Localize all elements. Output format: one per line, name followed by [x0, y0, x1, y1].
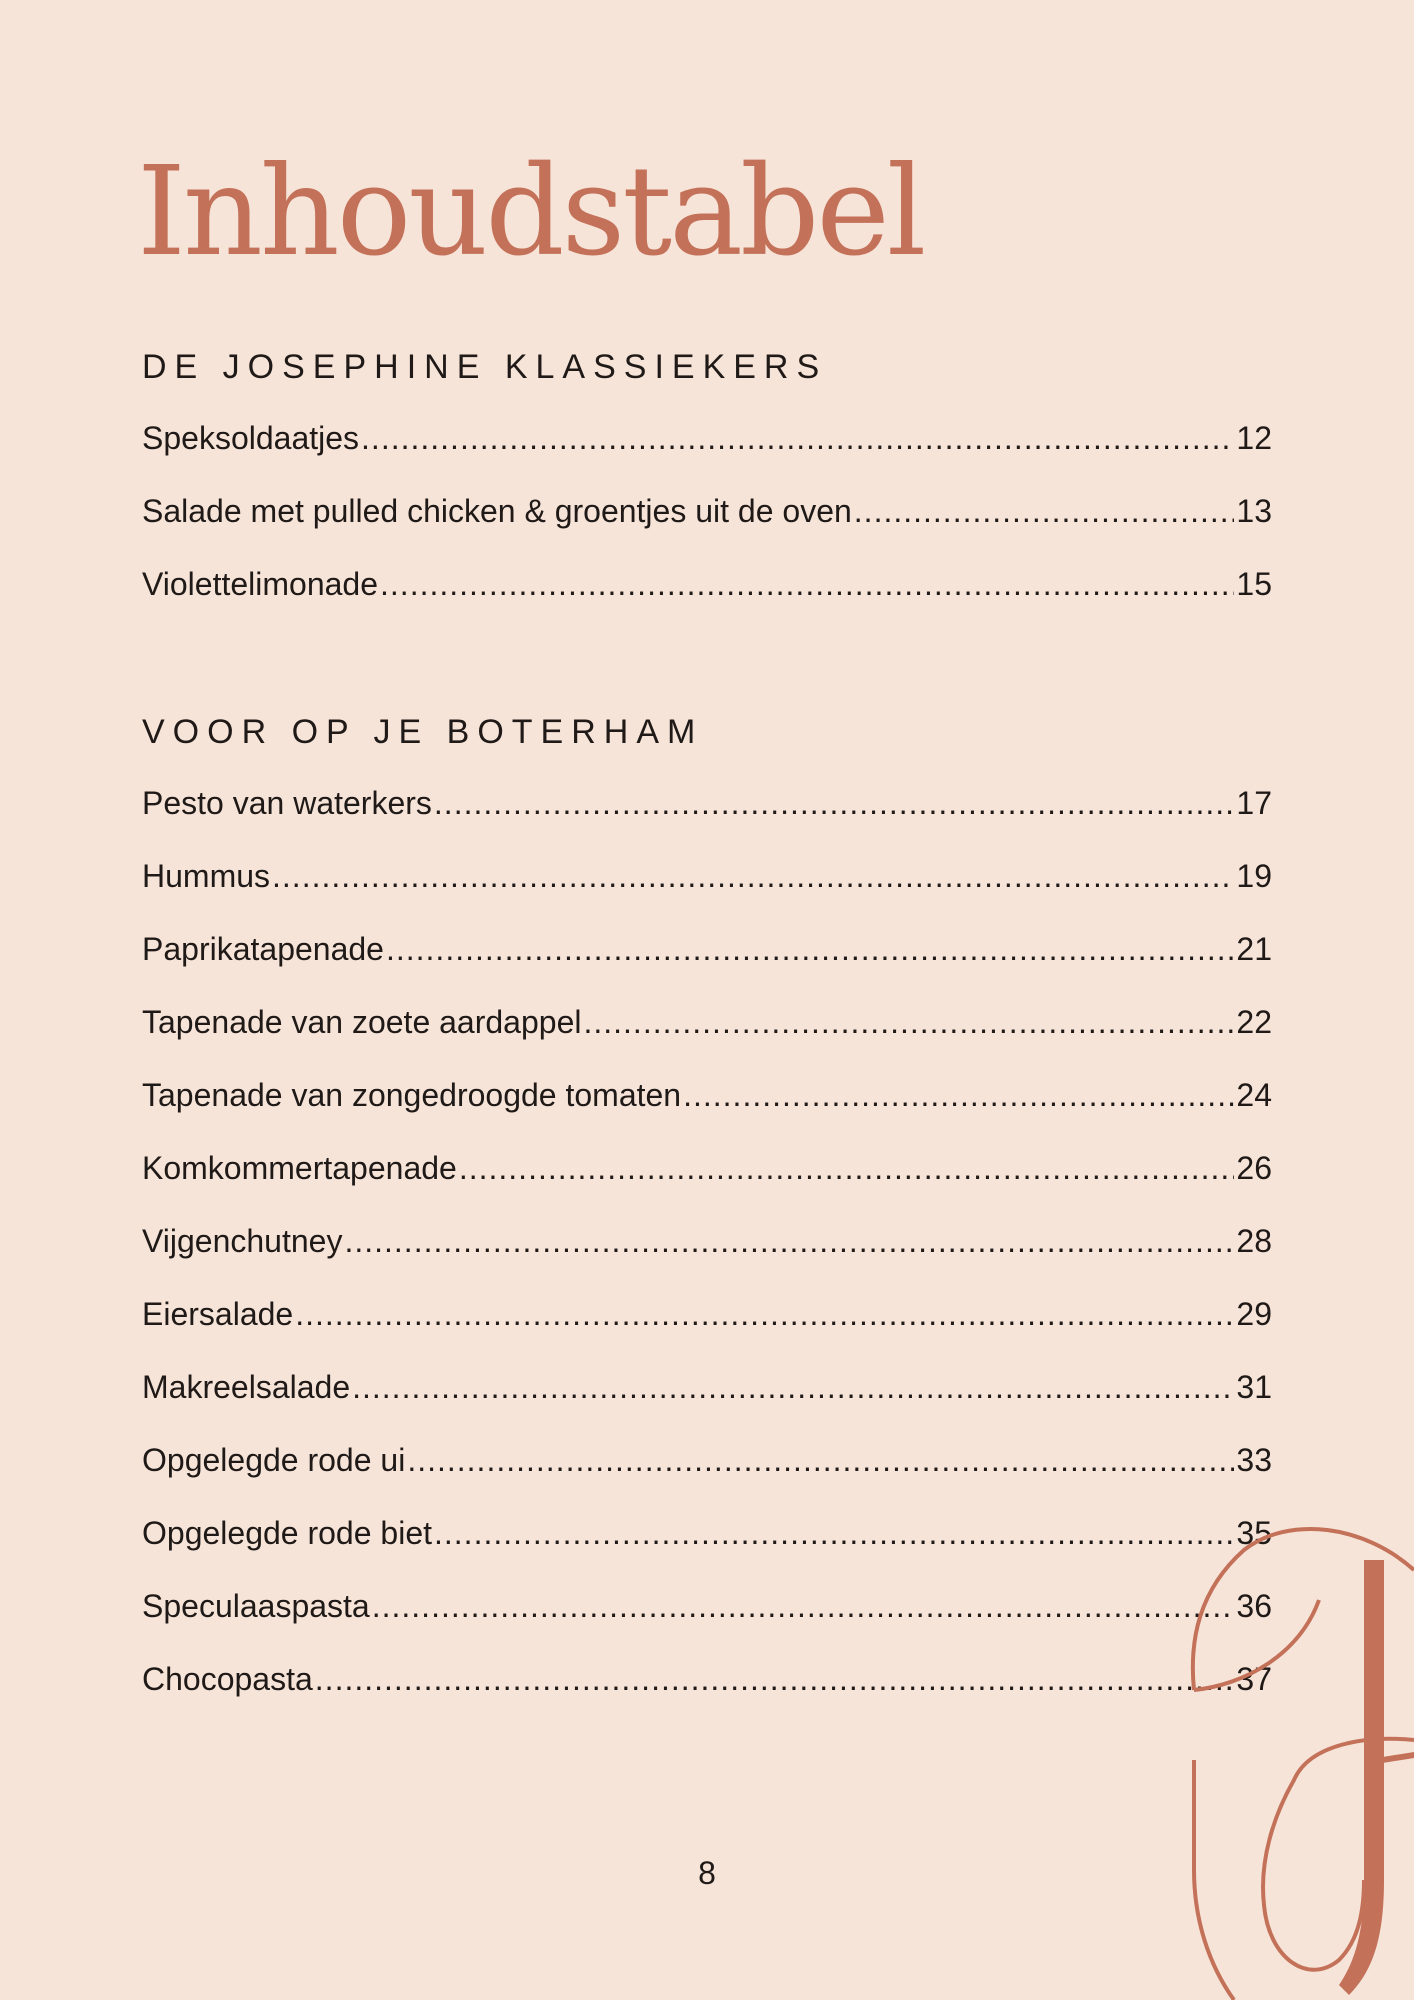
dot-leader: [583, 986, 1234, 1059]
toc-entry-page: 13: [1236, 493, 1272, 529]
toc-entry-title: Violettelimonade: [142, 566, 379, 602]
toc-entry[interactable]: [142, 475, 1272, 548]
toc-entry[interactable]: [142, 1643, 1272, 1716]
toc-entry-title: Eiersalade: [142, 1296, 294, 1332]
toc-entry[interactable]: [142, 913, 1272, 986]
toc-entry-page: 35: [1236, 1515, 1272, 1551]
toc-entry-page: 31: [1236, 1369, 1272, 1405]
toc-entry-page: 12: [1236, 420, 1272, 456]
page-title: Inhoudstabel: [137, 140, 924, 284]
dot-leader: [372, 1570, 1235, 1643]
dot-leader: [386, 913, 1234, 986]
toc-entry-title: Chocopasta: [142, 1661, 313, 1697]
toc-entry-title: Makreelsalade: [142, 1369, 351, 1405]
toc-entry-title: Komkommertapenade: [142, 1150, 457, 1186]
dot-leader: [344, 1205, 1234, 1278]
page-number: 8: [698, 1855, 716, 1891]
toc-entry-title: Speculaaspasta: [142, 1588, 370, 1624]
dot-leader: [361, 402, 1234, 475]
toc-entry-page: 22: [1236, 1004, 1272, 1040]
toc-entry-page: 37: [1236, 1661, 1272, 1697]
toc-entry-title: Salade met pulled chicken & groentjes uit de oven: [142, 493, 852, 529]
toc-entry[interactable]: [142, 1132, 1272, 1205]
toc-entry-page: 36: [1236, 1588, 1272, 1624]
toc-entry[interactable]: [142, 1570, 1272, 1643]
toc-entry[interactable]: [142, 1351, 1272, 1424]
section-heading: VOOR OP JE BOTERHAM: [142, 713, 704, 751]
toc-entry-title: Paprikatapenade: [142, 931, 384, 967]
toc-entry[interactable]: [142, 1059, 1272, 1132]
dot-leader: [315, 1643, 1235, 1716]
dot-leader: [683, 1059, 1234, 1132]
dot-leader: [407, 1424, 1234, 1497]
toc-entry-page: 19: [1236, 858, 1272, 894]
toc-entry-title: Speksoldaatjes: [142, 420, 360, 456]
toc-entry-title: Tapenade van zongedroogde tomaten: [142, 1077, 682, 1113]
dot-leader: [459, 1132, 1235, 1205]
dot-leader: [434, 1497, 1234, 1570]
dot-leader: [352, 1351, 1234, 1424]
toc-entry-title: Hummus: [142, 858, 271, 894]
dot-leader: [854, 475, 1235, 548]
dot-leader: [272, 840, 1234, 913]
section-josephine-klassiekers: [142, 350, 1272, 621]
toc-entry-title: Tapenade van zoete aardappel: [142, 1004, 582, 1040]
toc-entry[interactable]: [142, 767, 1272, 840]
toc-entry[interactable]: [142, 548, 1272, 621]
toc-entry-page: 15: [1236, 566, 1272, 602]
toc-entry[interactable]: [142, 402, 1272, 475]
toc-entry[interactable]: [142, 1205, 1272, 1278]
toc-entry-page: 24: [1236, 1077, 1272, 1113]
toc-entry-title: Pesto van waterkers: [142, 785, 432, 821]
toc-entry-title: Vijgenchutney: [142, 1223, 343, 1259]
toc-entry-page: 17: [1236, 785, 1272, 821]
dot-leader: [434, 767, 1235, 840]
dot-leader: [380, 548, 1234, 621]
toc-entry-page: 26: [1236, 1150, 1272, 1186]
section-voor-op-je-boterham: [142, 715, 1272, 1716]
section-heading: DE JOSEPHINE KLASSIEKERS: [142, 348, 828, 386]
toc-entry-page: 28: [1236, 1223, 1272, 1259]
dot-leader: [295, 1278, 1234, 1351]
toc-entry[interactable]: [142, 1497, 1272, 1570]
toc-entry-page: 21: [1236, 931, 1272, 967]
toc-entry-page: 29: [1236, 1296, 1272, 1332]
toc-entry-title: Opgelegde rode biet: [142, 1515, 432, 1551]
toc-entry[interactable]: [142, 1424, 1272, 1497]
toc-entry-title: Opgelegde rode ui: [142, 1442, 406, 1478]
toc-entry[interactable]: [142, 986, 1272, 1059]
toc-entry[interactable]: [142, 1278, 1272, 1351]
toc-entry-page: 33: [1236, 1442, 1272, 1478]
toc-entry[interactable]: [142, 840, 1272, 913]
